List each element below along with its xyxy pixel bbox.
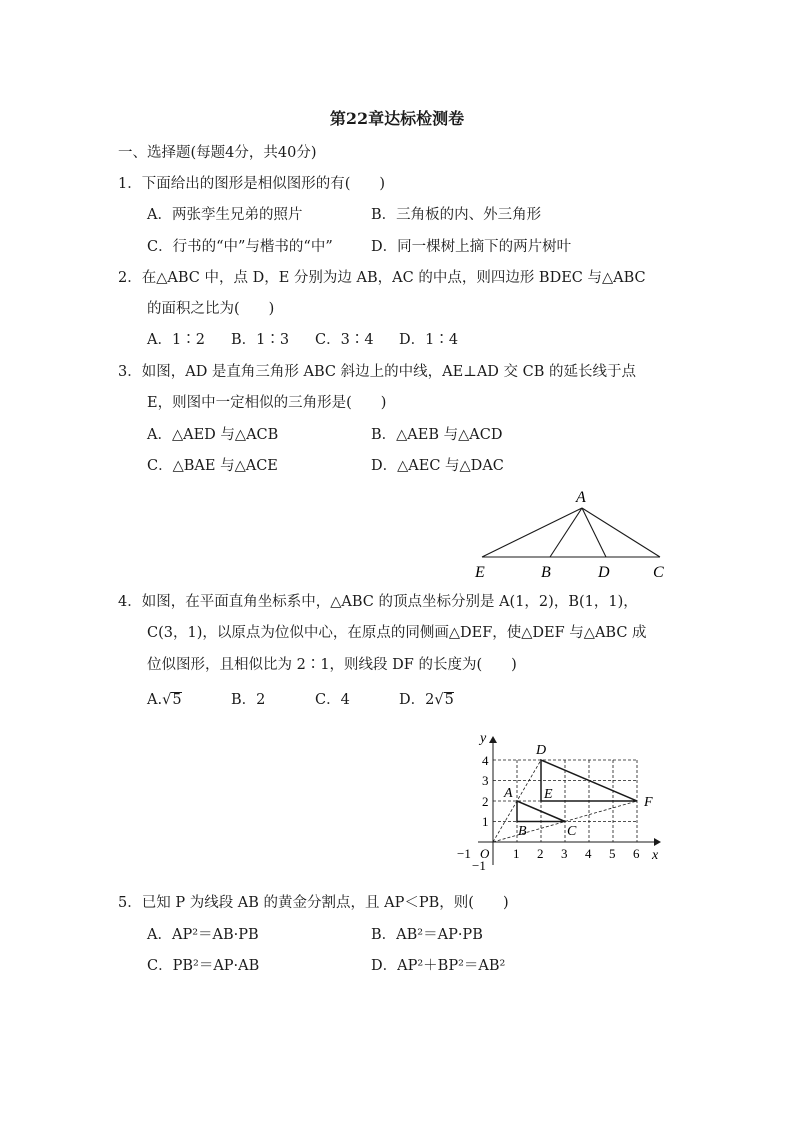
point-label-b: B	[518, 824, 527, 839]
y-axis-label: y	[480, 731, 487, 746]
x-tick: 5	[609, 846, 616, 861]
question-3-option-c: C．△BAE 与△ACE	[147, 458, 278, 474]
segment-ae	[482, 508, 582, 557]
label-a: A	[576, 489, 586, 506]
option-a-radicand: 5	[172, 692, 182, 708]
question-4-option-b: B．2	[231, 692, 266, 708]
question-4-stem-line1: 4．如图，在平面直角坐标系中，△ABC 的顶点坐标分别是 A(1，2)，B(1，1)，	[118, 594, 638, 610]
question-2-option-d: D．1∶4	[399, 332, 459, 348]
question-5-stem: 5．已知 P 为线段 AB 的黄金分割点，且 AP＜PB，则( )	[118, 895, 509, 911]
question-2-option-b: B．1∶3	[231, 332, 290, 348]
x-tick: 3	[561, 846, 568, 861]
x-tick: −1	[457, 846, 471, 861]
label-c: C	[653, 564, 664, 581]
x-tick: 2	[537, 846, 544, 861]
y-tick: 1	[482, 814, 489, 829]
x-tick: 6	[633, 846, 640, 861]
question-3-stem-line1: 3．如图，AD 是直角三角形 ABC 斜边上的中线，AE⊥AD 交 CB 的延长线于点	[118, 364, 637, 380]
question-1-option-b: B．三角板的内、外三角形	[371, 207, 542, 223]
question-2-option-c: C．3∶4	[315, 332, 374, 348]
section-heading: 一、选择题(每题4分，共40分)	[118, 145, 317, 161]
question-4-coordinate-figure	[450, 725, 675, 875]
y-tick: −1	[472, 858, 486, 873]
point-label-f: F	[644, 795, 653, 810]
question-1-option-c: C．行书的“中”与楷书的“中”	[147, 239, 333, 255]
question-5-option-c: C．PB²＝AP·AB	[147, 958, 260, 974]
option-d-radicand: 5	[444, 692, 454, 708]
y-tick: 2	[482, 794, 489, 809]
sqrt-sign: √	[434, 692, 444, 708]
label-e: E	[475, 564, 485, 581]
question-5-option-a: A．AP²＝AB·PB	[147, 927, 259, 943]
x-tick: 4	[585, 846, 592, 861]
origin-label: O	[480, 846, 490, 861]
label-b: B	[541, 564, 551, 581]
question-2-option-a: A．1∶2	[147, 332, 205, 348]
question-1-option-d: D．同一棵树上摘下的两片树叶	[371, 239, 572, 255]
option-d-prefix: D．2	[399, 692, 435, 708]
question-3-option-d: D．△AEC 与△DAC	[371, 458, 504, 474]
label-d: D	[598, 564, 610, 581]
question-5-option-b: B．AB²＝AP·PB	[371, 927, 483, 943]
y-tick: 4	[482, 753, 489, 768]
x-axis-label: x	[652, 848, 659, 863]
option-a-prefix: A.	[147, 692, 163, 708]
triangle-abc	[517, 801, 565, 822]
question-4-option-a	[147, 690, 182, 710]
question-3-option-a: A．△AED 与△ACB	[147, 427, 279, 443]
question-4-stem-line2: C(3，1)，以原点为位似中心，在原点的同侧画△DEF，使△DEF 与△ABC 成	[147, 625, 647, 641]
question-3-option-b: B．△AEB 与△ACD	[371, 427, 503, 443]
question-1-stem: 1．下面给出的图形是相似图形的有( )	[118, 176, 386, 192]
x-tick: 1	[513, 846, 520, 861]
question-5-option-d: D．AP²＋BP²＝AB²	[371, 958, 506, 974]
question-2-stem-line2: 的面积之比为( )	[147, 301, 275, 317]
y-tick: 3	[482, 773, 489, 788]
question-4-option-d	[399, 690, 454, 710]
page-title: 第22章达标检测卷	[329, 109, 465, 128]
question-2-stem-line1: 2．在△ABC 中，点 D，E 分别为边 AB，AC 的中点，则四边形 BDEC 与△ABC	[118, 270, 646, 286]
point-label-c: C	[567, 824, 577, 839]
sqrt-sign: √	[162, 692, 172, 708]
question-1-option-a: A．两张孪生兄弟的照片	[147, 207, 303, 223]
question-3-figure	[470, 485, 680, 585]
point-label-d: D	[536, 743, 547, 758]
question-4-option-c: C．4	[315, 692, 350, 708]
question-3-stem-line2: E，则图中一定相似的三角形是( )	[147, 395, 387, 411]
point-label-a: A	[504, 786, 513, 801]
question-4-stem-line3: 位似图形，且相似比为 2∶1，则线段 DF 的长度为( )	[147, 657, 517, 673]
point-label-e: E	[544, 787, 553, 802]
